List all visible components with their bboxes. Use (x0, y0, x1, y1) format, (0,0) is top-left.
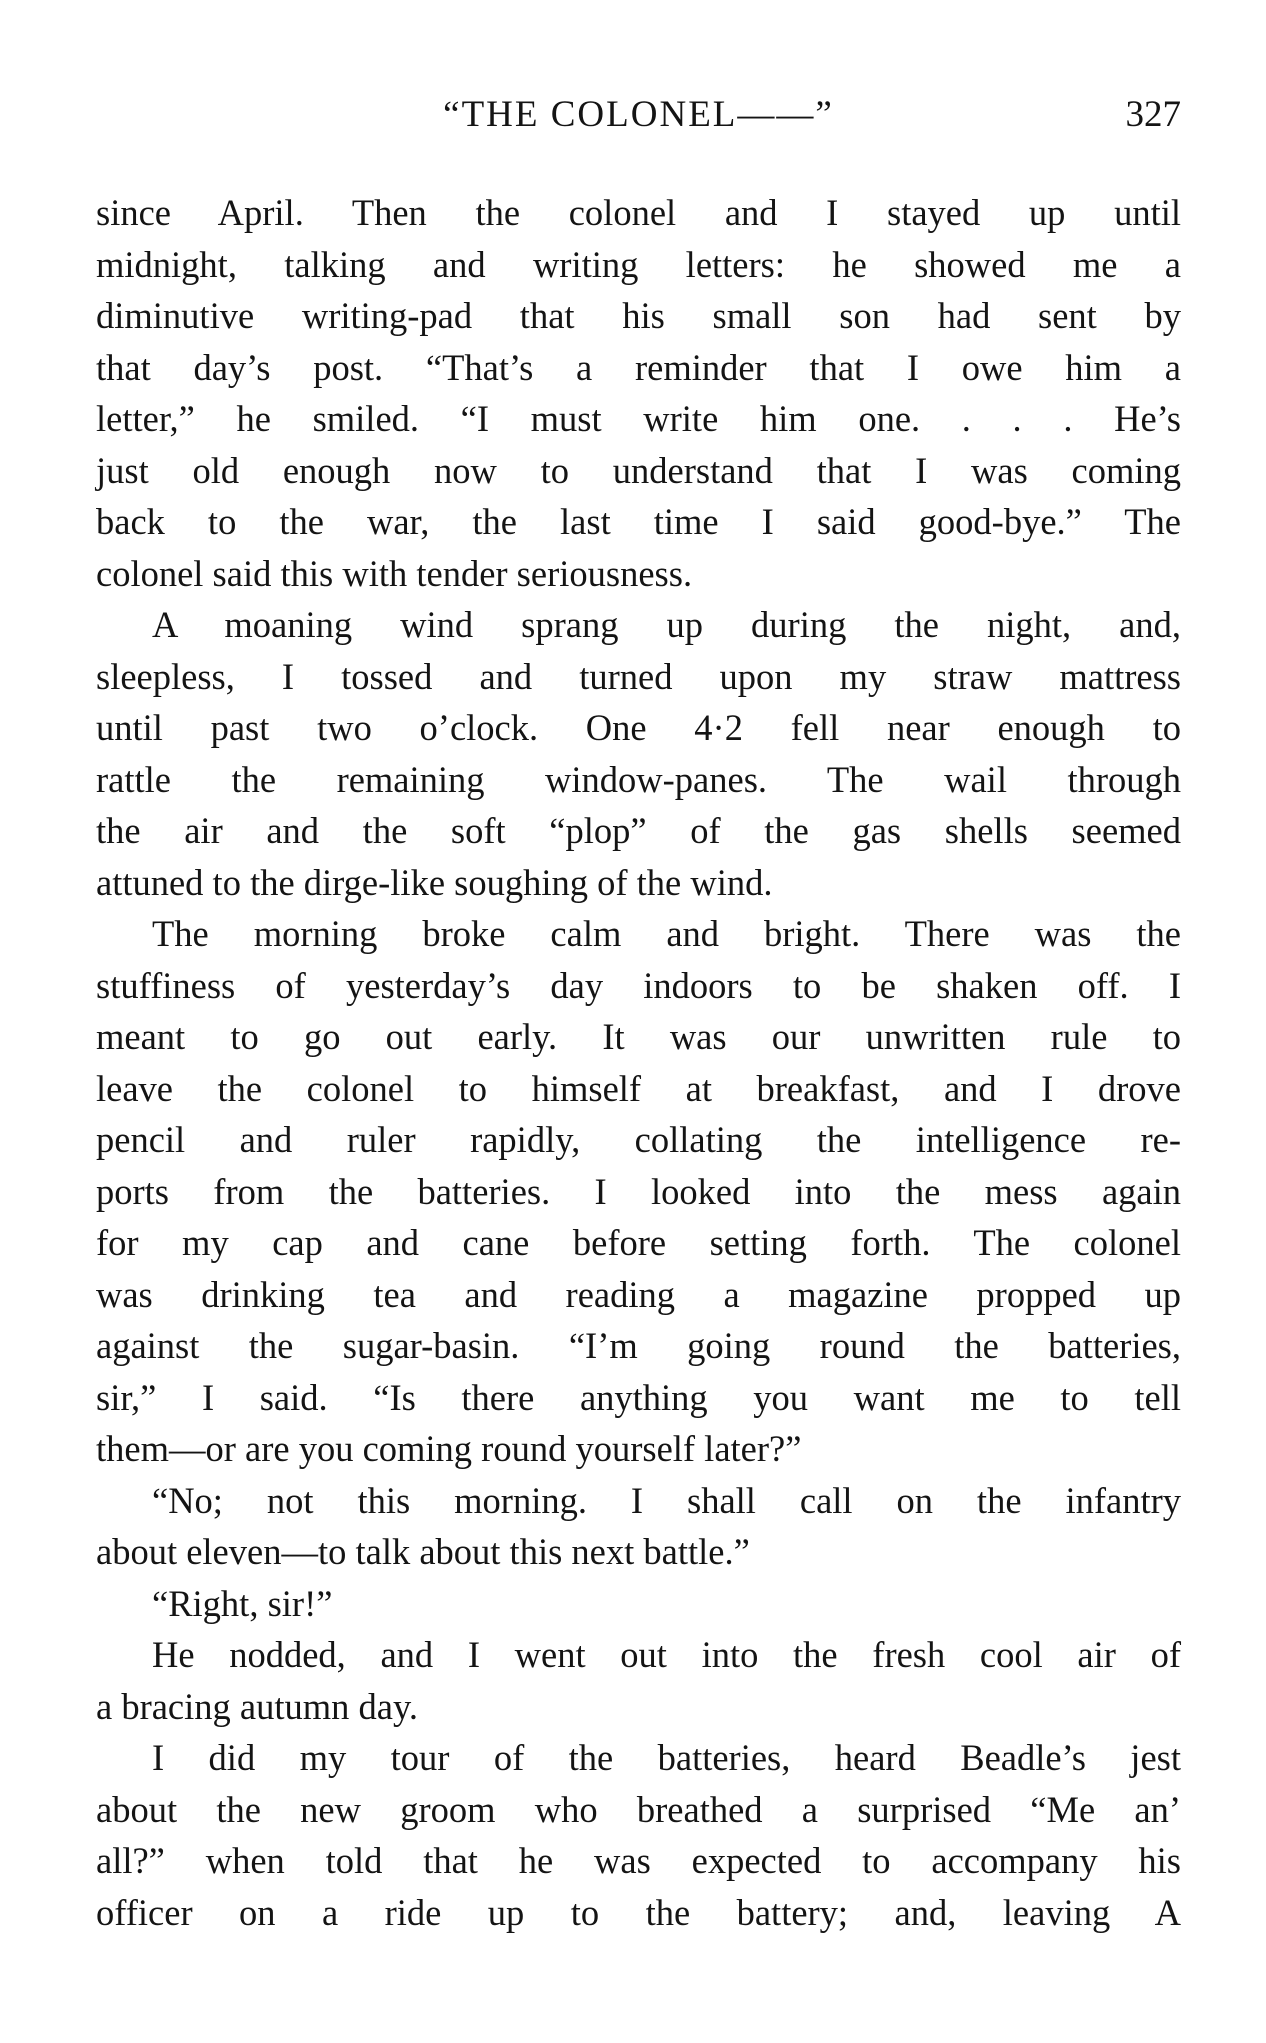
text-line: sleepless, I tossed and turned upon my straw mattress (96, 655, 1181, 697)
text-line: rattle the remaining window-panes. The wail through (96, 758, 1181, 800)
text-line: about eleven—to talk about this next battle.” (96, 1531, 750, 1572)
text-line: all?” when told that he was expected to accompany his (96, 1840, 1181, 1881)
text-line: ports from the batteries. I looked into the mess again (96, 1170, 1181, 1212)
text-line: The morning broke calm and bright. There was the (152, 913, 1181, 954)
text-line: A moaning wind sprang up during the night, and, (152, 604, 1181, 645)
text-line: attuned to the dirge-like soughing of the wind. (96, 861, 773, 903)
text-line: I did my tour of the batteries, heard Beadle’s jest (152, 1737, 1181, 1778)
text-line: the air and the soft “plop” of the gas shells seemed (96, 810, 1181, 851)
text-line: diminutive writing-pad that his small son had sent by (96, 295, 1181, 336)
text-line: leave the colonel to himself at breakfast, and I drove (96, 1067, 1181, 1109)
text-line: stuffiness of yesterday’s day indoors to be shaken off. I (96, 964, 1181, 1006)
text-line: sir,” I said. “Is there anything you want me to tell (96, 1376, 1181, 1418)
page-number: 327 (1125, 94, 1181, 135)
body-text (96, 187, 1181, 1938)
text-line: colonel said this with tender seriousness. (96, 552, 693, 594)
text-line: midnight, talking and writing letters: he showed me a (96, 243, 1181, 285)
text-line: “No; not this morning. I shall call on the infantry (152, 1479, 1181, 1521)
text-line: back to the war, the last time I said good-bye.” The (96, 501, 1181, 542)
text-line: pencil and ruler rapidly, collating the intelligence re- (96, 1119, 1181, 1160)
text-line: just old enough now to understand that I was coming (96, 449, 1181, 491)
page-header (96, 92, 1181, 138)
text-line: He nodded, and I went out into the fresh cool air of (152, 1634, 1181, 1675)
text-line: against the sugar-basin. “I’m going round the batteries, (96, 1325, 1181, 1366)
text-line: was drinking tea and reading a magazine propped up (96, 1273, 1181, 1315)
text-line: meant to go out early. It was our unwritten rule to (96, 1016, 1181, 1057)
text-line: them—or are you coming round yourself later?” (96, 1428, 802, 1469)
text-line: officer on a ride up to the battery; and, leaving A (96, 1891, 1181, 1933)
text-line: letter,” he smiled. “I must write him one. . . . He’s (96, 398, 1181, 439)
text-line: until past two o’clock. One 4·2 fell near enough to (96, 707, 1181, 748)
text-line: about the new groom who breathed a surprised “Me an’ (96, 1788, 1181, 1830)
text-line: that day’s post. “That’s a reminder that I owe him a (96, 346, 1181, 388)
text-line: a bracing autumn day. (96, 1685, 418, 1727)
text-line: “Right, sir!” (152, 1582, 333, 1624)
running-title: “THE COLONEL——” (443, 94, 834, 135)
text-line: for my cap and cane before setting forth. The colonel (96, 1222, 1181, 1263)
text-line: since April. Then the colonel and I stayed up until (96, 192, 1181, 233)
